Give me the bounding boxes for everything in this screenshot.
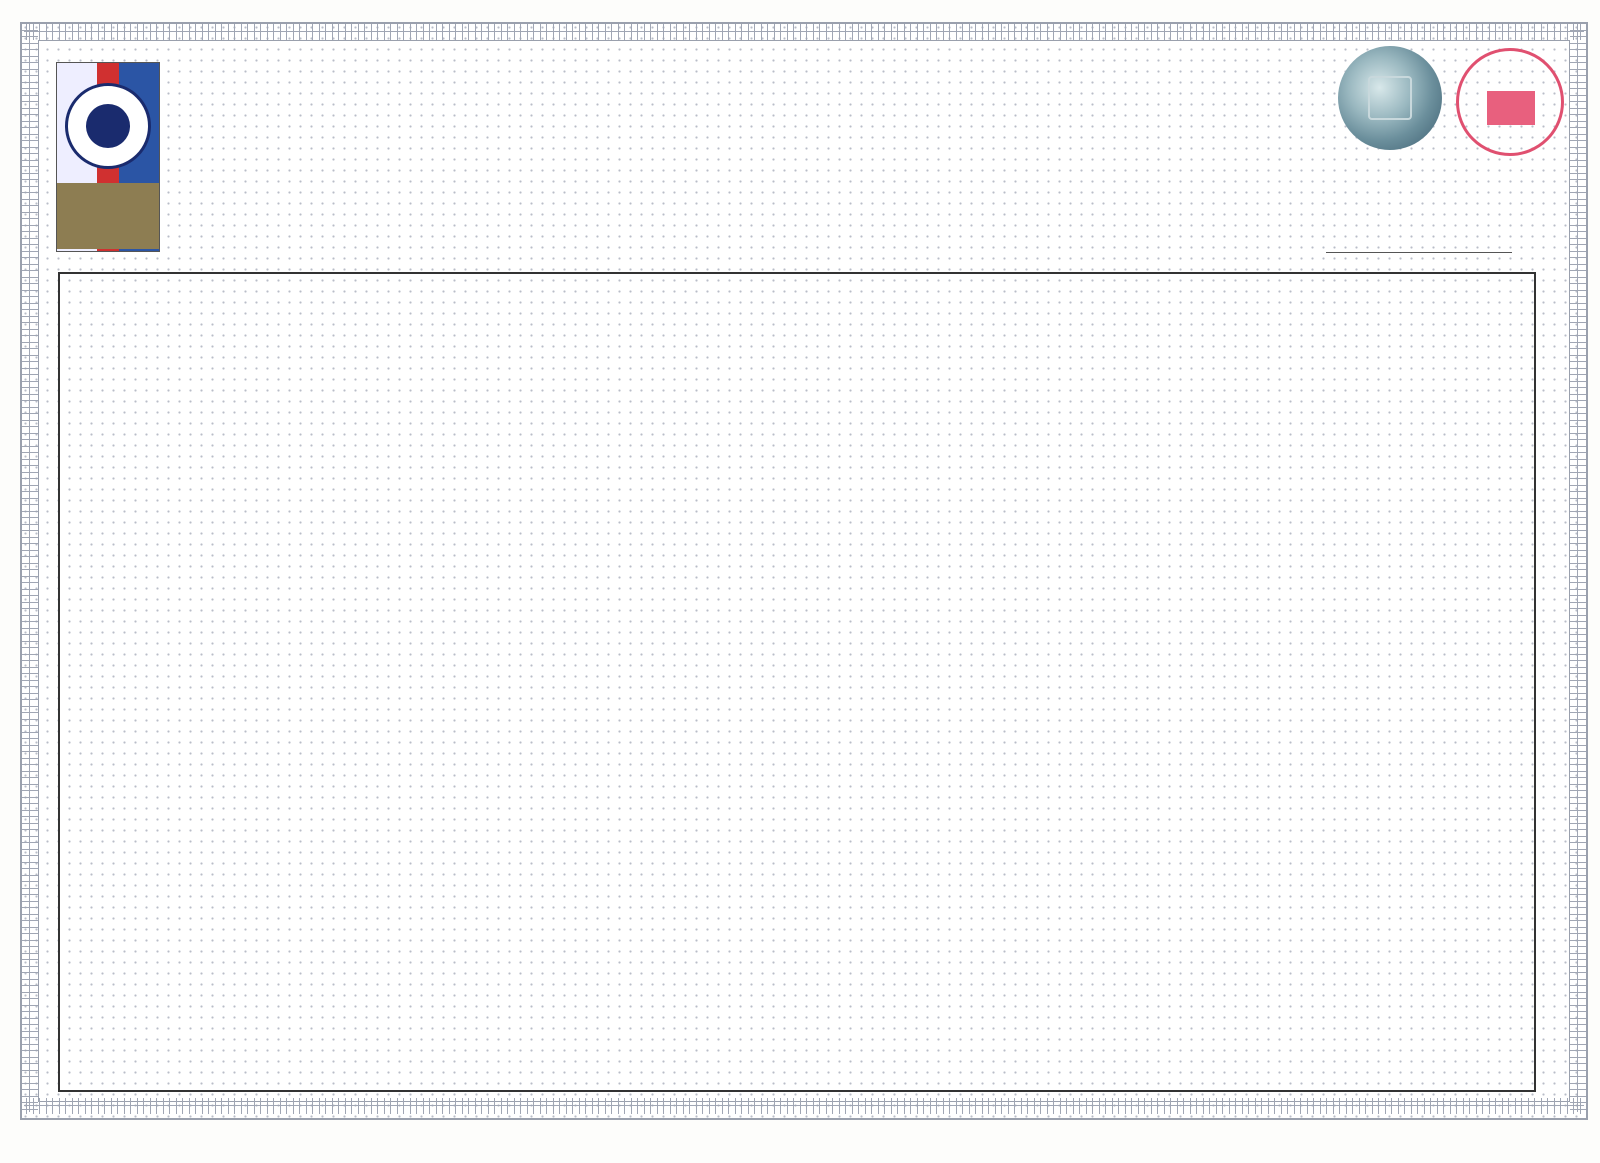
sire-cell — [100, 286, 440, 312]
decorative-border-top — [24, 24, 1584, 40]
fci-emblem-icon — [65, 83, 151, 169]
pedigree-table — [58, 272, 1536, 1092]
studbook-stamp-icon — [1456, 48, 1564, 156]
dam-cell — [100, 690, 440, 714]
decorative-border-right — [1570, 24, 1586, 1112]
hologram-center — [1368, 76, 1412, 120]
decorative-border-bottom — [24, 1098, 1584, 1114]
decorative-border-left — [22, 24, 38, 1112]
cmku-emblem-icon — [57, 183, 159, 249]
signature-line — [1326, 252, 1512, 253]
fci-cmku-logo — [56, 62, 160, 252]
